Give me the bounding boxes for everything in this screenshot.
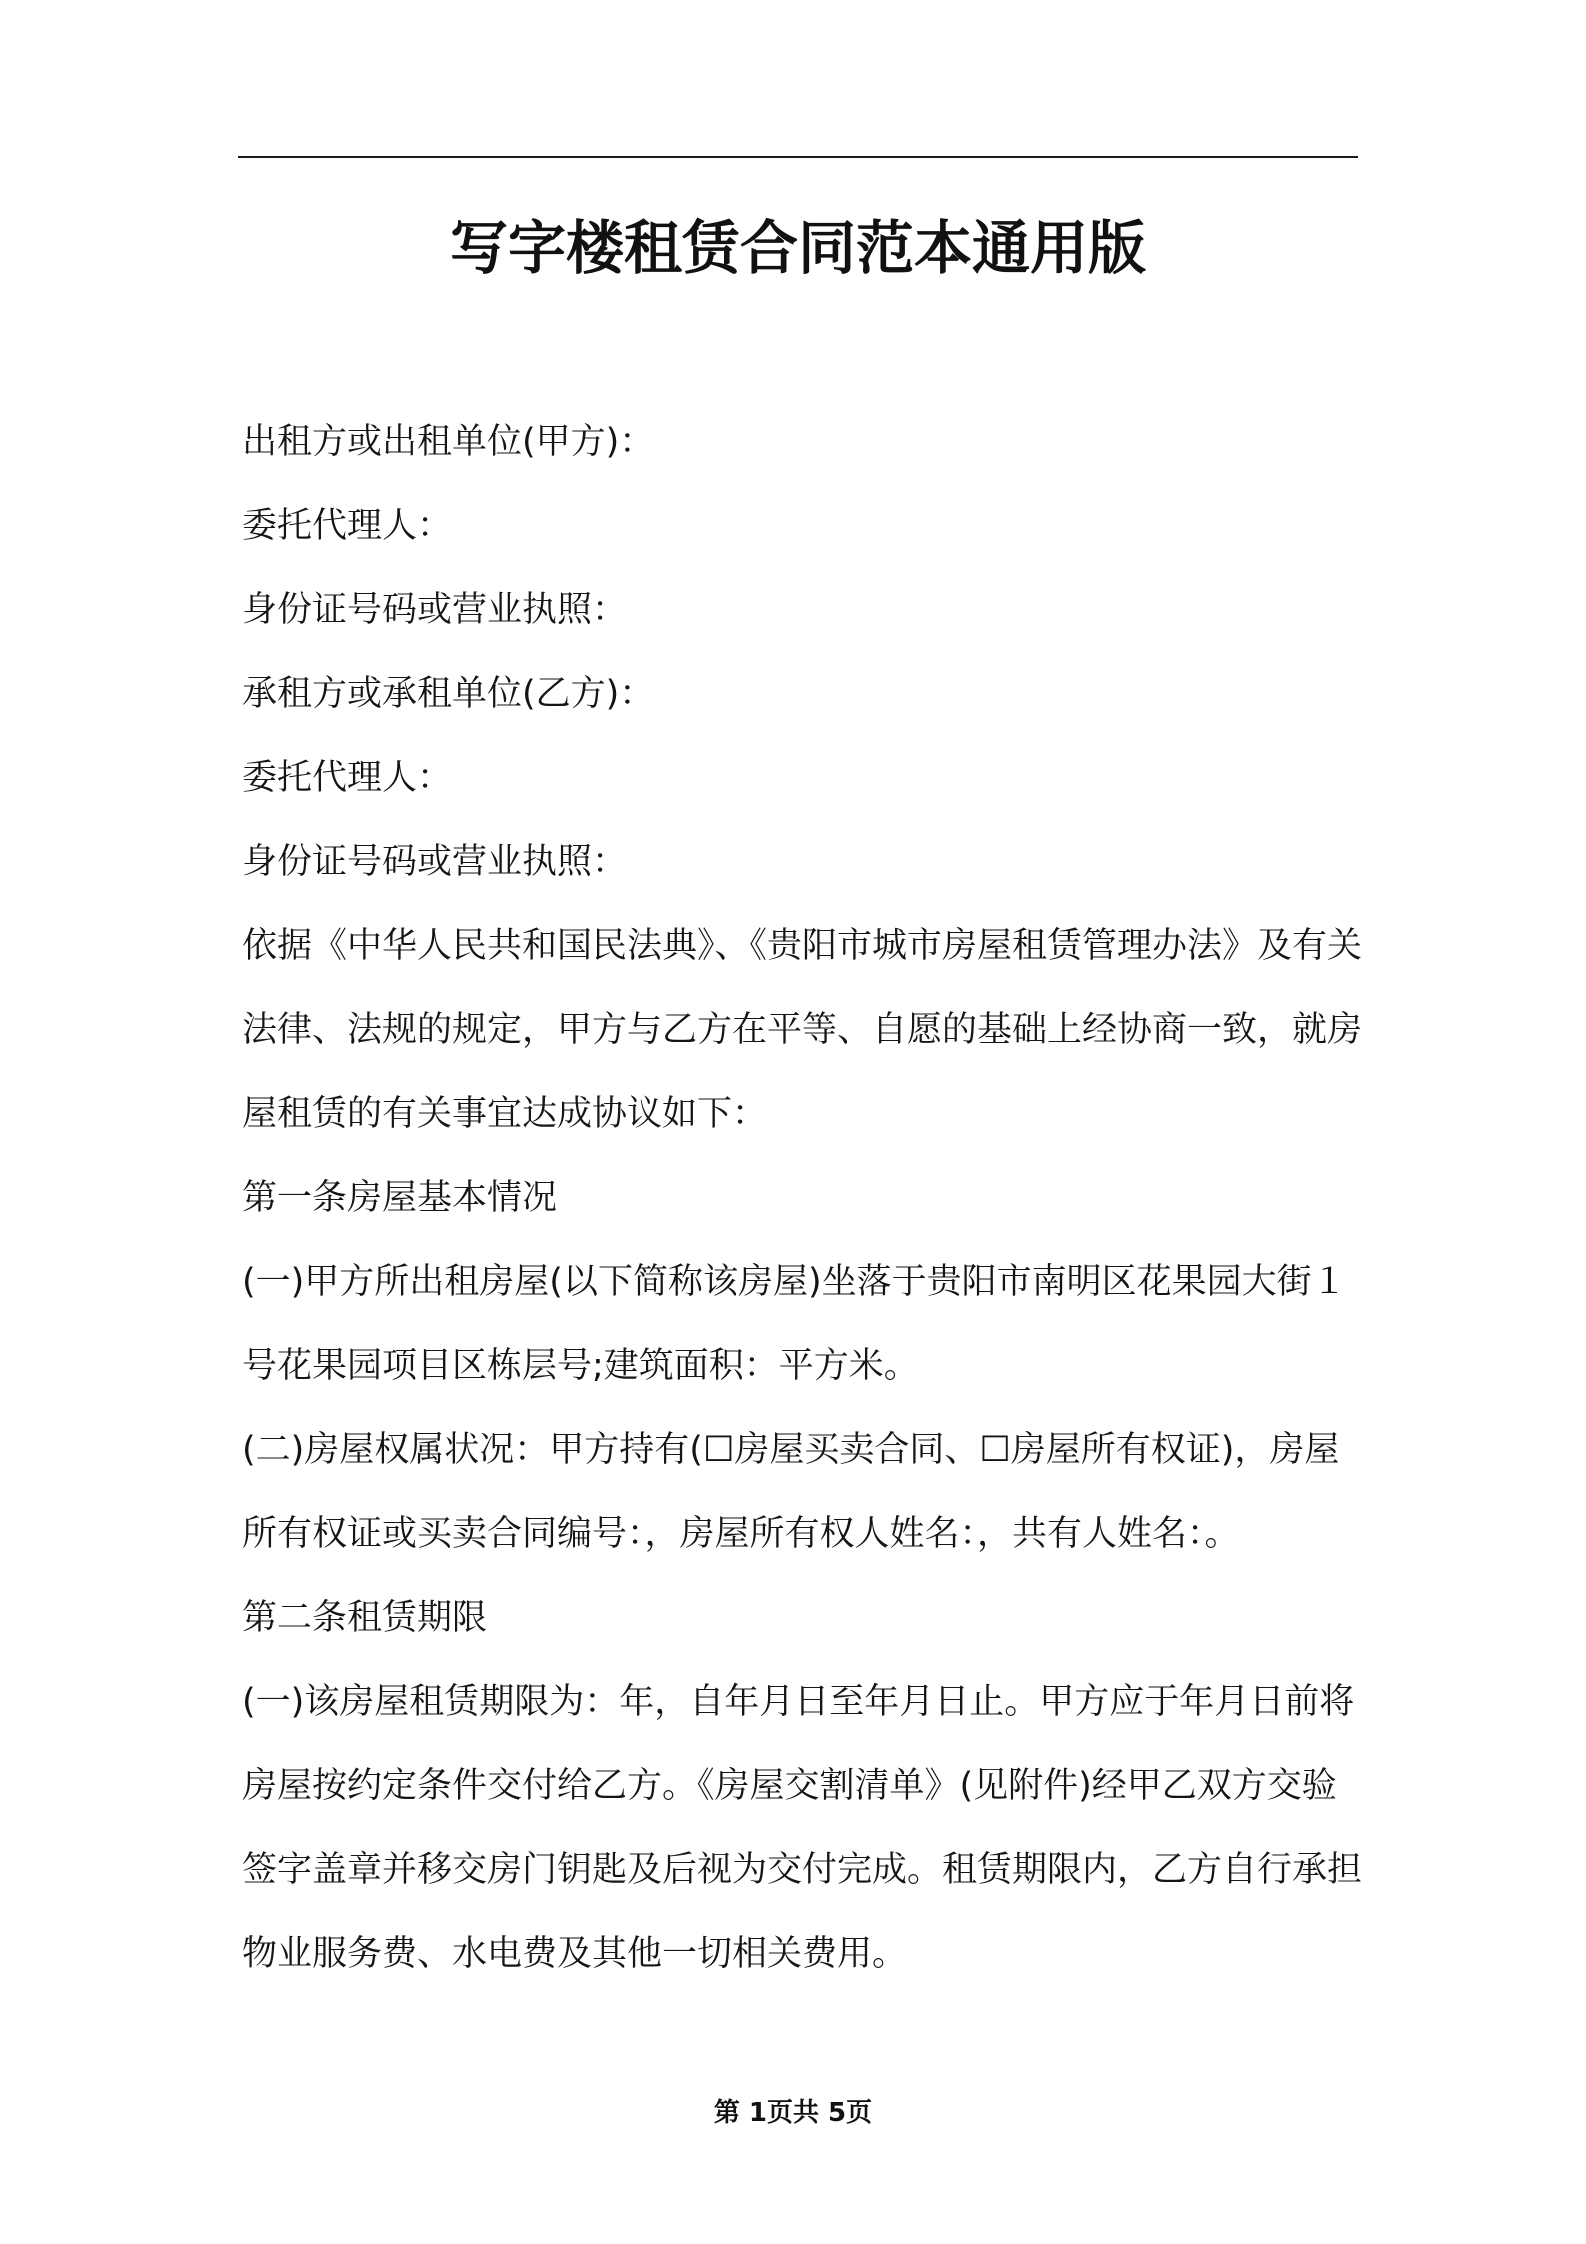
party-a-label: 出租方或出租单位(甲方)：: [242, 422, 655, 462]
party-b-label: 承租方或承租单位(乙方)：: [242, 674, 655, 714]
preamble-paragraph: 依据《中华人民共和国民法典》、《贵阳市城市房屋租赁管理办法》及有关法律、法规的规定，甲方与乙方在平等、自愿的基础上经协商一致，就房屋租赁的有关事宜达成协议如下：: [242, 926, 1363, 1134]
document-body: [242, 400, 1362, 1996]
party-b-agent-label: 委托代理人：: [242, 758, 453, 798]
page-number: 第 1页共 5页: [713, 2098, 873, 2128]
document-title: 写字楼租赁合同范本通用版: [449, 214, 1146, 282]
party-a-id-label: 身份证号码或营业执照：: [242, 590, 628, 630]
party-b-id-label: 身份证号码或营业执照：: [242, 842, 628, 882]
article-1-clause-1: (一)甲方所出租房屋(以下简称该房屋)坐落于贵阳市南明区花果园大街１号花果园项目区栋层号;建筑面积：平方米。: [242, 1262, 1347, 1386]
party-a-agent-label: 委托代理人：: [242, 506, 453, 546]
header-rule: [238, 156, 1358, 158]
article-1-heading: 第一条房屋基本情况: [242, 1178, 558, 1218]
article-1-clause-2: (二)房屋权属状况：甲方持有(☐房屋买卖合同、☐房屋所有权证)，房屋所有权证或买卖合同编号：，房屋所有权人姓名：，共有人姓名：。: [242, 1430, 1340, 1554]
article-2-heading: 第二条租赁期限: [242, 1598, 488, 1638]
article-2-clause-1: (一)该房屋租赁期限为：年，自年月日至年月日止。甲方应于年月日前将房屋按约定条件交付给乙方。《房屋交割清单》(见附件)经甲乙双方交验签字盖章并移交房门钥匙及后视为交付完成。租赁期限内，乙方自行承担物业服务费、水电费及其他一切相关费用。: [242, 1682, 1363, 1974]
